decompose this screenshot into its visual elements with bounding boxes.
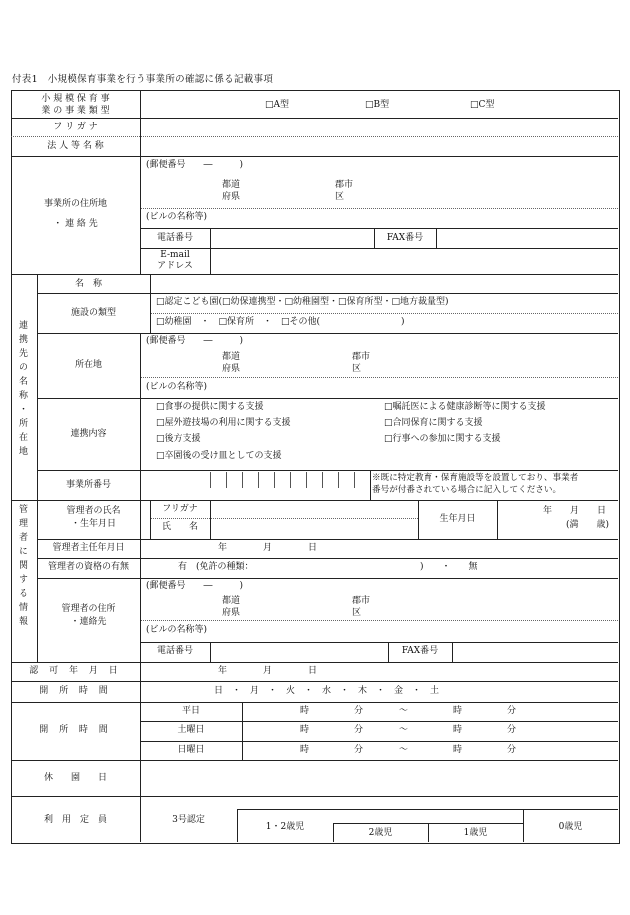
office-building[interactable]: (ビルの名称等) [146, 212, 208, 222]
corp-name-input[interactable] [142, 138, 616, 154]
office-postal[interactable]: (郵便番号 ― ) [146, 160, 244, 170]
manager-birth-label: 生年月日 [439, 514, 476, 524]
age2-label: 2歳児 [368, 828, 393, 838]
office-email-label-2: アドレス [157, 261, 193, 271]
closed-label: 休 園 日 [43, 773, 107, 783]
partner-pref-2: 府県 [222, 364, 241, 374]
content-item-4[interactable]: □後方支援 [156, 434, 201, 444]
facility-option-1[interactable]: □認定こども園(□幼保連携型・□幼稚園型・□保育所型・□地方裁量型) [156, 297, 449, 307]
partner-pref-1: 都道 [222, 352, 241, 362]
hours-label: 開 所 時 間 [39, 725, 112, 735]
partner-content-label: 連携内容 [70, 429, 107, 439]
open-days-value[interactable]: 日 ・ 月 ・ 火 ・ 水 ・ 木 ・ 金 ・ 土 [214, 686, 440, 696]
partner-location-label: 所在地 [74, 360, 102, 370]
partner-name-label: 名 称 [74, 279, 102, 289]
appointed-label: 管理者主任年月日 [52, 543, 125, 553]
content-item-5[interactable]: □行事への参加に関する支援 [384, 434, 501, 444]
manager-building[interactable]: (ビルの名称等) [146, 625, 208, 635]
manager-shimei-label: 氏 名 [161, 522, 198, 532]
type-label-1: 小 規 模 保 育 事 [41, 94, 110, 104]
qualification-value[interactable]: 有 (免許の種類： ) ・ 無 [178, 562, 478, 572]
hours-day-saturday: 土曜日 [177, 725, 205, 735]
type-label-2: 業 の 事 業 類 型 [41, 106, 110, 116]
office-fax-label: FAX番号 [386, 233, 424, 243]
closed-input[interactable] [142, 762, 616, 794]
office-pref-2: 府県 [222, 192, 241, 202]
office-pref-1: 都道 [222, 180, 241, 190]
hours-value-sunday[interactable]: 時 分 〜 時 分 [300, 745, 517, 755]
manager-addr-label-2: ・連絡先 [70, 617, 107, 627]
manager-fax-label: FAX番号 [401, 646, 439, 656]
qualification-label: 管理者の資格の有無 [47, 562, 129, 572]
age12-label: 1・2歳児 [265, 822, 305, 832]
manager-city-2: 区 [352, 608, 362, 618]
office-number-label: 事業所番号 [65, 480, 111, 490]
approval-label: 認 可 年 月 日 [29, 666, 122, 676]
office-label-2: ・ 連 絡 先 [53, 219, 98, 229]
manager-age: (満 歳) [566, 520, 610, 530]
office-phone-label: 電話番号 [156, 233, 193, 243]
office-number-note-2: 番号が付番されている場合に記入してください。 [372, 485, 562, 495]
manager-phone-label: 電話番号 [156, 646, 193, 656]
cert3-label: 3号認定 [172, 815, 205, 825]
form-title: 付表1 小規模保育事業を行う事業所の確認に係る記載事項 [12, 74, 274, 85]
partner-building[interactable]: (ビルの名称等) [146, 382, 208, 392]
manager-name-label-2: ・生年月日 [70, 519, 116, 529]
office-email-label-1: E-mail [160, 250, 190, 260]
manager-city-1: 郡市 [352, 596, 371, 606]
furigana-label: フ リ ガ ナ [53, 122, 98, 132]
partner-postal[interactable]: (郵便番号 ― ) [146, 336, 244, 346]
manager-furigana-label: フリガナ [162, 504, 198, 514]
content-item-0[interactable]: □食事の提供に関する支援 [156, 402, 264, 412]
hours-day-sunday: 日曜日 [177, 745, 205, 755]
facility-type-label: 施設の類型 [70, 308, 116, 318]
manager-postal[interactable]: (郵便番号 ― ) [146, 581, 244, 591]
hours-day-weekday: 平日 [181, 706, 200, 716]
manager-side-label: 管理者に関する情報 [17, 504, 27, 630]
age0-label: 0歳児 [558, 822, 583, 832]
office-label-1: 事業所の住所地 [43, 199, 107, 209]
office-city-2: 区 [335, 192, 345, 202]
content-item-2[interactable]: □屋外遊技場の利用に関する支援 [156, 418, 291, 428]
corp-name-label: 法 人 等 名 称 [47, 141, 104, 151]
type-option-a[interactable]: □A型 [265, 100, 290, 110]
manager-pref-2: 府県 [222, 608, 241, 618]
manager-name-label-1: 管理者の氏名 [66, 506, 121, 516]
hours-value-saturday[interactable]: 時 分 〜 時 分 [300, 725, 517, 735]
furigana-input[interactable] [142, 120, 616, 134]
manager-addr-label-1: 管理者の住所 [61, 604, 116, 614]
office-number-note-1: ※既に特定教育・保育施設等を設置しており、事業者 [372, 473, 579, 483]
type-option-c[interactable]: □C型 [470, 100, 495, 110]
partner-city-1: 郡市 [352, 352, 371, 362]
office-city-1: 郡市 [335, 180, 354, 190]
partner-side-label: 連携先の名称・所在地 [17, 320, 27, 460]
content-item-1[interactable]: □嘱託医による健康診断等に関する支援 [384, 402, 546, 412]
content-item-6[interactable]: □卒園後の受け皿としての支援 [156, 451, 282, 461]
age1-label: 1歳児 [463, 828, 488, 838]
partner-city-2: 区 [352, 364, 362, 374]
hours-value-weekday[interactable]: 時 分 〜 時 分 [300, 706, 517, 716]
approval-date[interactable]: 年 月 日 [218, 666, 318, 676]
type-option-b[interactable]: □B型 [365, 100, 390, 110]
open-days-label: 開 所 時 間 [39, 686, 112, 696]
capacity-label: 利 用 定 員 [43, 815, 107, 825]
manager-birth-ymd[interactable]: 年 月 日 [543, 506, 607, 516]
manager-pref-1: 都道 [222, 596, 241, 606]
appointed-date[interactable]: 年 月 日 [218, 543, 318, 553]
facility-option-2[interactable]: □幼稚園 ・ □保育所 ・ □その他( ) [156, 317, 405, 327]
content-item-3[interactable]: □合同保育に関する支援 [384, 418, 483, 428]
